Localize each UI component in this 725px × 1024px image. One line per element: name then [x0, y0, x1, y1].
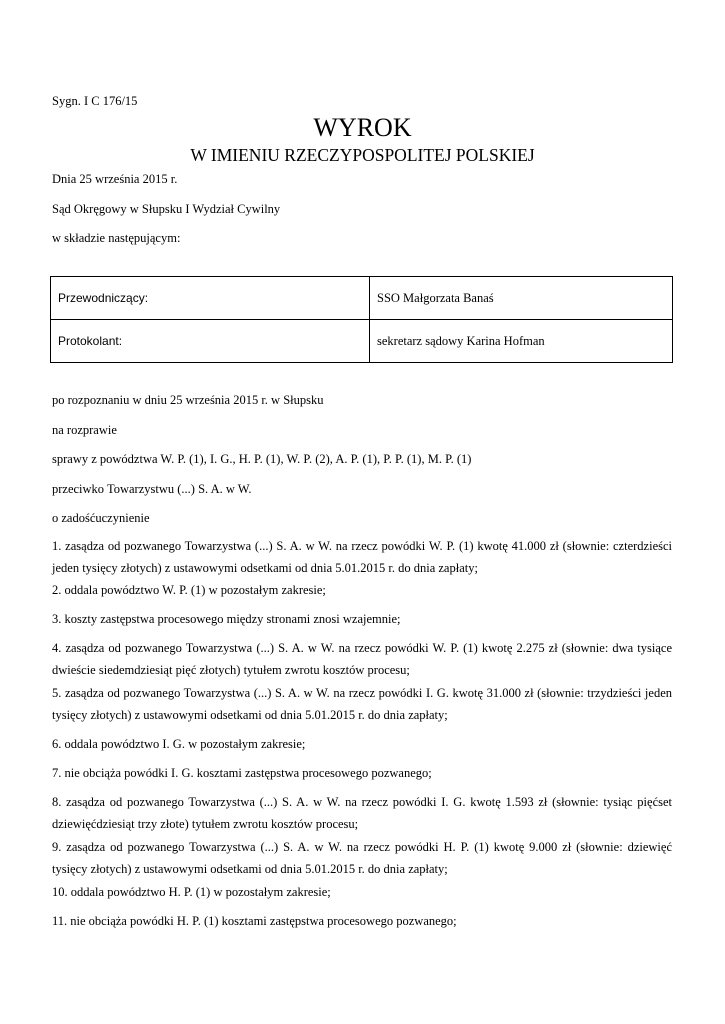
judgment-date: Dnia 25 września 2015 r. — [52, 172, 178, 186]
ruling-point: 6. oddala powództwo I. G. w pozostałym zakresie; — [52, 737, 306, 751]
document-title: WYROK — [313, 113, 412, 142]
panel-role-cell: Przewodniczący: — [51, 277, 370, 320]
table-row — [51, 320, 673, 363]
ruling-point: 7. nie obciąża powódki I. G. kosztami zastępstwa procesowego pozwanego; — [52, 766, 432, 780]
intro-session: na rozprawie — [52, 423, 117, 437]
table-row — [51, 277, 673, 320]
ruling-point: 11. nie obciąża powódki H. P. (1) kosztami zastępstwa procesowego pozwanego; — [52, 914, 457, 928]
intro-defendant: przeciwko Towarzystwu (...) S. A. w W. — [52, 482, 252, 496]
ruling-point: 8. zasądza od pozwanego Towarzystwa (...) S. A. w W. na rzecz powódki I. G. kwotę 1.593 zł (słownie: tysiąc pięćset dziewięćdziesiąt trzy złote) tytułem zwrotu kosztów procesu; — [52, 795, 672, 831]
case-signature: Sygn. I C 176/15 — [52, 94, 138, 108]
ruling-point: 9. zasądza od pozwanego Towarzystwa (...) S. A. w W. na rzecz powódki H. P. (1) kwotę 9.000 zł (słownie: dziewięć tysięcy złotych) z ustawowymi odsetkami od dnia 5.01.2015 r. do dnia zapłaty; — [52, 840, 672, 876]
ruling-point: 1. zasądza od pozwanego Towarzystwa (...) S. A. w W. na rzecz powódki W. P. (1) kwotę 41.000 zł (słownie: czterdzieści jeden tysięcy złotych) z ustawowymi odsetkami od dnia 5.01.2015 r. do dnia zapłaty; — [52, 539, 672, 575]
court-name: Sąd Okręgowy w Słupsku I Wydział Cywilny — [52, 202, 281, 216]
intro-hearing: po rozpoznaniu w dniu 25 września 2015 r. w Słupsku — [52, 393, 324, 407]
intro-plaintiffs: sprawy z powództwa W. P. (1), I. G., H. P. (1), W. P. (2), A. P. (1), P. P. (1), M. P. (1) — [52, 452, 472, 466]
intro-subject: o zadośćuczynienie — [52, 511, 150, 525]
panel-name-cell: sekretarz sądowy Karina Hofman — [370, 320, 673, 363]
panel-role-cell: Protokolant: — [51, 320, 370, 363]
document-subtitle: W IMIENIU RZECZYPOSPOLITEJ POLSKIEJ — [190, 145, 535, 165]
ruling-point: 5. zasądza od pozwanego Towarzystwa (...) S. A. w W. na rzecz powódki I. G. kwotę 31.000 zł (słownie: trzydzieści jeden tysięcy złotych) z ustawowymi odsetkami od dnia 5.01.2015 r. do dnia zapłaty; — [52, 686, 672, 722]
court-panel-table — [50, 276, 673, 363]
panel-name-cell: SSO Małgorzata Banaś — [370, 277, 673, 320]
ruling-point: 3. koszty zastępstwa procesowego między stronami znosi wzajemnie; — [52, 612, 401, 626]
ruling-point: 2. oddala powództwo W. P. (1) w pozostałym zakresie; — [52, 583, 326, 597]
composition-label: w składzie następującym: — [52, 231, 181, 245]
ruling-point: 4. zasądza od pozwanego Towarzystwa (...) S. A. w W. na rzecz powódki W. P. (1) kwotę 2.275 zł (słownie: dwa tysiące dwieście siedemdziesiąt pięć złotych) tytułem zwrotu kosztów procesu; — [52, 641, 672, 677]
ruling-point: 10. oddala powództwo H. P. (1) w pozostałym zakresie; — [52, 885, 331, 899]
